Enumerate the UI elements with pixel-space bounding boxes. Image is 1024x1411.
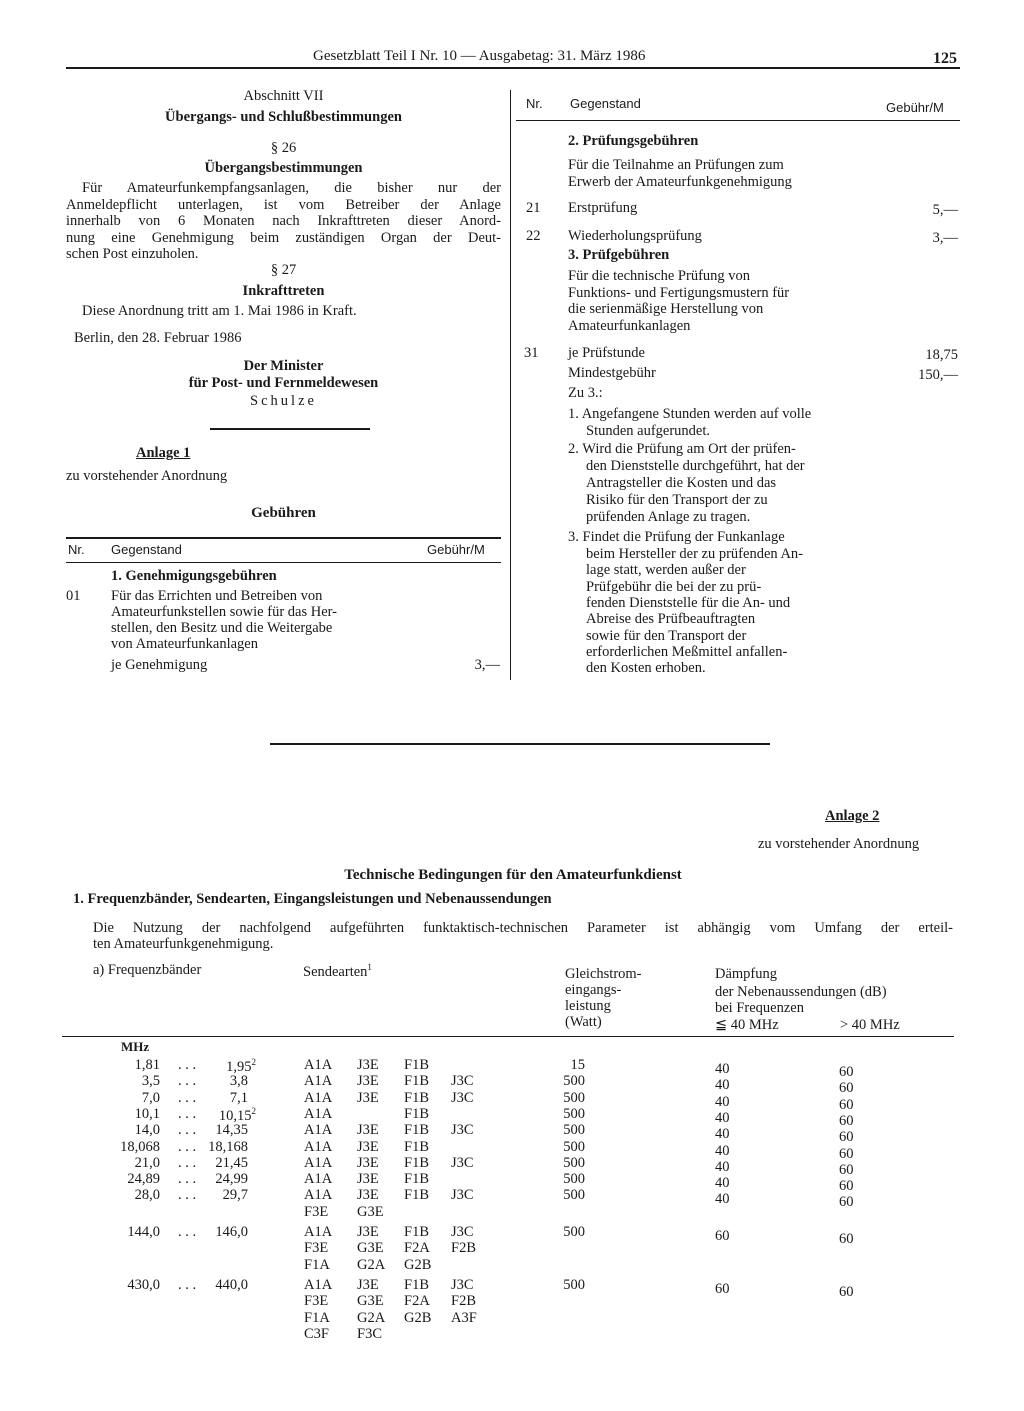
row-01-line: Für das Errichten und Betreiben von xyxy=(111,588,323,604)
spurious-damping-above-40mhz: 60 xyxy=(839,1161,854,1178)
spurious-damping-above-40mhz: 60 xyxy=(839,1064,854,1080)
note-3-line: lage statt, werden außer der xyxy=(586,562,746,578)
spurious-damping-above-40mhz: 60 xyxy=(839,1231,854,1247)
anlage-1-title: Anlage 1 xyxy=(136,445,191,461)
band-upper-edge: 3,8 xyxy=(229,1073,248,1090)
column-header-fee: Gebühr/M xyxy=(427,542,485,557)
spurious-damping-above-40mhz: 60 xyxy=(839,1080,854,1097)
group-3-line: Für die technische Prüfung von xyxy=(568,268,751,284)
right-column-header-subject: Gegenstand xyxy=(570,96,641,111)
text-line: schen Post einzuholen. xyxy=(66,246,199,262)
emission-mode: F2A xyxy=(404,1293,430,1310)
paragraph-27-text: Diese Anordnung tritt am 1. Mai 1986 in Kraft. xyxy=(82,303,357,319)
anlage-1-subtitle: zu vorstehender Anordnung xyxy=(66,468,228,484)
band-range-dots: . . . xyxy=(178,1171,197,1188)
right-table-header-rule xyxy=(516,120,960,121)
column-divider xyxy=(510,90,511,680)
band-lower-edge: 144,0 xyxy=(127,1224,160,1240)
column-header-frequency: a) Frequenzbänder xyxy=(93,962,202,978)
spurious-damping-above-40mhz: 60 xyxy=(839,1112,854,1129)
band-lower-edge: 3,5 xyxy=(141,1073,160,1090)
band-lower-edge: 28,0 xyxy=(134,1187,160,1204)
emission-mode: F1A xyxy=(304,1256,330,1273)
band-range-dots: . . . xyxy=(178,1122,197,1139)
emission-mode: G3E xyxy=(357,1203,384,1220)
text-line: Anmeldepflicht unterlagen, ist vom Betreiber der Anlage xyxy=(66,197,501,213)
emission-mode: A1A xyxy=(304,1276,333,1293)
group-3-title: 3. Prüfgebühren xyxy=(568,247,670,263)
emission-mode: G2B xyxy=(404,1309,432,1326)
emission-mode: A1A xyxy=(304,1187,333,1204)
emission-mode: J3C xyxy=(451,1154,474,1171)
emission-mode: G2A xyxy=(357,1309,386,1326)
emission-mode: G3E xyxy=(357,1240,384,1257)
emission-mode: A1A xyxy=(304,1154,333,1171)
band-lower-edge: 24,89 xyxy=(127,1171,160,1188)
emission-mode: F1B xyxy=(404,1187,429,1204)
band-lower-edge: 430,0 xyxy=(127,1276,160,1293)
footnote-mark: 2 xyxy=(251,1105,256,1116)
group-3-line: Amateurfunkanlagen xyxy=(568,318,691,334)
column-header-power-line: Gleichstrom- xyxy=(565,966,642,982)
spurious-damping-below-40mhz: 40 xyxy=(715,1142,730,1159)
emission-mode: J3E xyxy=(357,1276,379,1293)
spurious-damping-above-40mhz: 60 xyxy=(839,1096,854,1113)
band-range-dots: . . . xyxy=(178,1224,197,1240)
row-01-line: Amateurfunkstellen sowie für das Her- xyxy=(111,604,337,620)
emission-mode: G3E xyxy=(357,1293,384,1310)
spurious-damping-below-40mhz: 40 xyxy=(715,1158,730,1175)
text-line: Für Amateurfunkempfangsanlagen, die bisher nur der xyxy=(82,180,501,196)
input-power: 15 xyxy=(570,1057,585,1073)
note-2-line: 2. Wird die Prüfung am Ort der prüfen- xyxy=(568,441,796,457)
input-power: 500 xyxy=(563,1105,585,1122)
note-1-line: Stunden aufgerundet. xyxy=(586,423,711,439)
column-header-power-line: eingangs- xyxy=(565,982,622,998)
footnote-mark: 2 xyxy=(251,1057,256,1067)
band-upper-edge: 18,168 xyxy=(208,1138,248,1155)
emission-mode: F3C xyxy=(357,1325,382,1342)
row-22-number: 22 xyxy=(526,228,541,244)
emission-mode: A1A xyxy=(304,1057,333,1073)
emission-mode: J3E xyxy=(357,1122,379,1139)
anlage-2-heading: Technische Bedingungen für den Amateurfunkdienst xyxy=(344,867,682,883)
band-lower-edge: 10,1 xyxy=(134,1105,160,1122)
note-3-line: Prüfgebühr die bei der zu prü- xyxy=(586,579,762,595)
anlage-2-subtitle: zu vorstehender Anordnung xyxy=(758,836,920,852)
band-upper-edge: 14,35 xyxy=(215,1122,248,1139)
footnote-mark: 1 xyxy=(367,962,372,972)
note-3-line: Abreise des Prüfbeauftragten xyxy=(586,611,756,627)
emission-mode: F1B xyxy=(404,1057,429,1073)
emission-mode: C3F xyxy=(304,1325,329,1342)
group-2-title: 2. Prüfungsgebühren xyxy=(568,133,699,149)
row-31-minimum-fee: 150,— xyxy=(918,367,958,383)
band-lower-edge: 1,81 xyxy=(134,1057,160,1073)
band-range-dots: . . . xyxy=(178,1154,197,1171)
emission-mode: F1A xyxy=(304,1309,330,1326)
group-2-line: Für die Teilnahme an Prüfungen zum xyxy=(568,157,784,173)
intro-line: Die Nutzung der nachfolgend aufgeführten funktaktisch-technischen Parameter ist abhängig vom Umfang der erteil- xyxy=(93,920,953,936)
emission-mode: J3E xyxy=(357,1073,379,1090)
band-upper-edge: 24,99 xyxy=(215,1171,248,1188)
emission-mode: F2B xyxy=(451,1240,476,1257)
note-2-line: den Dienststelle durchgeführt, hat der xyxy=(586,458,805,474)
emission-mode: J3E xyxy=(357,1057,379,1073)
fees-table-header-rule xyxy=(66,562,501,563)
emission-mode: F1B xyxy=(404,1224,429,1240)
emission-mode: A3F xyxy=(451,1309,477,1326)
input-power: 500 xyxy=(563,1122,585,1139)
band-range-dots: . . . xyxy=(178,1073,197,1090)
input-power: 500 xyxy=(563,1276,585,1293)
spurious-damping-above-40mhz: 60 xyxy=(839,1178,854,1195)
input-power: 500 xyxy=(563,1073,585,1090)
note-3-line: 3. Findet die Prüfung der Funkanlage xyxy=(568,529,785,545)
band-upper-edge: 29,7 xyxy=(222,1187,248,1204)
section-1-heading: 1. Frequenzbänder, Sendearten, Eingangsleistungen und Nebenaussendungen xyxy=(73,891,552,907)
group-3-line: Funktions- und Fertigungsmustern für xyxy=(568,285,790,301)
row-31-subject: je Prüfstunde xyxy=(568,345,645,361)
input-power: 500 xyxy=(563,1154,585,1171)
spurious-damping-below-40mhz: 60 xyxy=(715,1228,730,1244)
note-1-line: 1. Angefangene Stunden werden auf volle xyxy=(568,406,812,422)
note-2-line: prüfenden Anlage zu tragen. xyxy=(586,509,751,525)
emission-mode: A1A xyxy=(304,1224,333,1240)
row-22-subject: Wiederholungsprüfung xyxy=(568,228,702,244)
band-range-dots: . . . xyxy=(178,1057,197,1073)
emission-mode: F1B xyxy=(404,1073,429,1090)
row-31-minimum-subject: Mindestgebühr xyxy=(568,365,656,381)
column-header-damping-line: bei Frequenzen xyxy=(715,1000,804,1016)
emission-mode: F2B xyxy=(451,1293,476,1310)
column-header-modes xyxy=(303,962,372,981)
emission-mode: J3E xyxy=(357,1187,379,1204)
note-2-line: Risiko für den Transport der zu xyxy=(586,492,768,508)
place-date: Berlin, den 28. Februar 1986 xyxy=(74,330,242,346)
text-line: nung eine Genehmigung beim zuständigen Organ der Deut- xyxy=(66,230,501,246)
right-column-header-nr: Nr. xyxy=(526,96,543,111)
emission-mode: A1A xyxy=(304,1171,333,1188)
emission-mode: F3E xyxy=(304,1240,329,1257)
spurious-damping-below-40mhz: 40 xyxy=(715,1109,730,1126)
paragraph-26-title: Übergangsbestimmungen xyxy=(204,160,363,176)
signature-rule xyxy=(210,428,370,430)
band-upper-edge: 146,0 xyxy=(215,1224,248,1240)
band-lower-edge: 14,0 xyxy=(134,1122,160,1139)
row-01-fee: 3,— xyxy=(474,657,500,673)
emission-mode: J3E xyxy=(357,1171,379,1188)
band-upper-edge: 1,95$^2$ xyxy=(226,1057,256,1075)
spurious-damping-below-40mhz: 40 xyxy=(715,1077,730,1094)
modes-label: Sendearten xyxy=(303,963,368,980)
emission-mode: A1A xyxy=(304,1073,333,1090)
band-upper-edge: 21,45 xyxy=(215,1154,248,1171)
emission-mode: A1A xyxy=(304,1089,333,1106)
paragraph-27-number: § 27 xyxy=(270,262,297,278)
fees-table-top-rule xyxy=(66,537,501,539)
input-power: 500 xyxy=(563,1089,585,1106)
input-power: 500 xyxy=(563,1187,585,1204)
spurious-damping-above-40mhz: 60 xyxy=(839,1194,854,1211)
note-2-line: Antragsteller die Kosten und das xyxy=(586,475,777,491)
note-3-line: fenden Dienststelle für die An- und xyxy=(586,595,791,611)
spurious-damping-below-40mhz: 40 xyxy=(715,1175,730,1192)
column-header-damping-le: ≦ 40 MHz xyxy=(715,1017,779,1033)
row-01-line: stellen, den Besitz und die Weitergabe xyxy=(111,620,333,636)
emission-mode: J3C xyxy=(451,1224,474,1240)
running-header: Gesetzblatt Teil I Nr. 10 — Ausgabetag: 31. März 1986 xyxy=(313,48,646,64)
band-range-dots: . . . xyxy=(178,1105,197,1122)
column-header-power-line: (Watt) xyxy=(565,1014,602,1030)
input-power: 500 xyxy=(563,1138,585,1155)
section-separator xyxy=(270,743,770,745)
spurious-damping-below-40mhz: 40 xyxy=(715,1093,730,1110)
emission-mode: J3E xyxy=(357,1224,379,1240)
column-header-damping-line: der Nebenaussendungen (dB) xyxy=(715,984,887,1000)
emission-mode: F1B xyxy=(404,1171,429,1188)
section-title: Übergangs- und Schlußbestimmungen xyxy=(165,109,402,125)
band-upper-edge: 10,15$^2$ xyxy=(218,1105,256,1124)
band-range-dots: . . . xyxy=(178,1187,197,1204)
emission-mode: F1B xyxy=(404,1105,429,1122)
spurious-damping-below-40mhz: 40 xyxy=(715,1191,730,1208)
input-power: 500 xyxy=(563,1224,585,1240)
intro-line: ten Amateurfunkgenehmigung. xyxy=(93,936,274,952)
unit-label: MHz xyxy=(121,1039,150,1054)
emission-mode: A1A xyxy=(304,1122,333,1139)
row-01-number: 01 xyxy=(66,588,81,604)
column-header-damping-gt: > 40 MHz xyxy=(840,1017,900,1033)
band-lower-edge: 18,068 xyxy=(120,1138,160,1155)
note-3-line: den Kosten erhoben. xyxy=(586,660,706,676)
row-01-item: je Genehmigung xyxy=(111,657,208,673)
emission-mode: F2A xyxy=(404,1240,430,1257)
emission-mode: F3E xyxy=(304,1203,329,1220)
spurious-damping-above-40mhz: 60 xyxy=(839,1129,854,1146)
emission-mode: F1B xyxy=(404,1089,429,1106)
column-header-nr: Nr. xyxy=(68,542,85,557)
emission-mode: F1B xyxy=(404,1122,429,1139)
anlage-2-title: Anlage 2 xyxy=(825,808,880,824)
input-power: 500 xyxy=(563,1171,585,1188)
row-21-subject: Erstprüfung xyxy=(568,200,638,216)
spurious-damping-below-40mhz: 40 xyxy=(715,1126,730,1143)
spurious-damping-above-40mhz: 60 xyxy=(839,1283,854,1300)
column-header-subject: Gegenstand xyxy=(111,542,182,557)
section-number: Abschnitt VII xyxy=(243,88,324,104)
emission-mode: J3E xyxy=(357,1154,379,1171)
row-21-fee: 5,— xyxy=(932,202,958,218)
spurious-damping-above-40mhz: 60 xyxy=(839,1145,854,1162)
row-31-fee: 18,75 xyxy=(925,347,958,363)
band-range-dots: . . . xyxy=(178,1138,197,1155)
emission-mode: J3C xyxy=(451,1187,474,1204)
group-2-line: Erwerb der Amateurfunkgenehmigung xyxy=(568,174,792,190)
signer-name: Schulze xyxy=(250,393,317,409)
emission-mode: F3E xyxy=(304,1293,329,1310)
right-column-header-fee: Gebühr/M xyxy=(886,100,944,115)
emission-mode: J3C xyxy=(451,1073,474,1090)
emission-mode: J3C xyxy=(451,1276,474,1293)
band-upper-edge: 7,1 xyxy=(229,1089,248,1106)
band-range-dots: . . . xyxy=(178,1276,197,1293)
emission-mode: J3E xyxy=(357,1138,379,1155)
row-31-number: 31 xyxy=(524,345,539,361)
row-01-line: von Amateurfunkanlagen xyxy=(111,636,258,652)
group-3-line: die serienmäßige Herstellung von xyxy=(568,301,764,317)
column-header-damping-line: Dämpfung xyxy=(715,966,778,982)
band-lower-edge: 7,0 xyxy=(141,1089,160,1106)
row-22-fee: 3,— xyxy=(932,230,958,246)
notes-title: Zu 3.: xyxy=(568,385,603,401)
emission-mode: G2B xyxy=(404,1256,432,1273)
signer-title-2: für Post- und Fernmeldewesen xyxy=(188,375,379,391)
spurious-damping-below-40mhz: 40 xyxy=(715,1061,730,1077)
note-3-line: beim Hersteller der zu prüfenden An- xyxy=(586,546,804,562)
emission-mode: F1B xyxy=(404,1154,429,1171)
group-1-title: 1. Genehmigungsgebühren xyxy=(111,568,277,584)
band-lower-edge: 21,0 xyxy=(134,1154,160,1171)
page-number: 125 xyxy=(933,50,957,67)
row-21-number: 21 xyxy=(526,200,541,216)
band-range-dots: . . . xyxy=(178,1089,197,1106)
emission-mode: A1A xyxy=(304,1105,333,1122)
emission-mode: J3C xyxy=(451,1089,474,1106)
frequency-table-header-rule xyxy=(62,1036,954,1037)
band-upper-edge: 440,0 xyxy=(215,1276,248,1293)
emission-mode: F1B xyxy=(404,1276,429,1293)
paragraph-27-title: Inkrafttreten xyxy=(242,283,325,299)
emission-mode: J3E xyxy=(357,1089,379,1106)
note-3-line: sowie für den Transport der xyxy=(586,628,747,644)
signer-title-1: Der Minister xyxy=(243,358,324,374)
fees-title: Gebühren xyxy=(251,505,316,521)
text-line: innerhalb von 6 Monaten nach Inkrafttreten dieser Anord- xyxy=(66,213,501,229)
note-3-line: erforderlichen Meßmittel anfallen- xyxy=(586,644,788,660)
spurious-damping-below-40mhz: 60 xyxy=(715,1280,730,1297)
emission-mode: G2A xyxy=(357,1256,386,1273)
emission-mode: A1A xyxy=(304,1138,333,1155)
emission-mode: F1B xyxy=(404,1138,429,1155)
column-header-power-line: leistung xyxy=(565,998,611,1014)
paragraph-26-number: § 26 xyxy=(270,140,297,156)
header-rule xyxy=(66,67,960,69)
emission-mode: J3C xyxy=(451,1122,474,1139)
